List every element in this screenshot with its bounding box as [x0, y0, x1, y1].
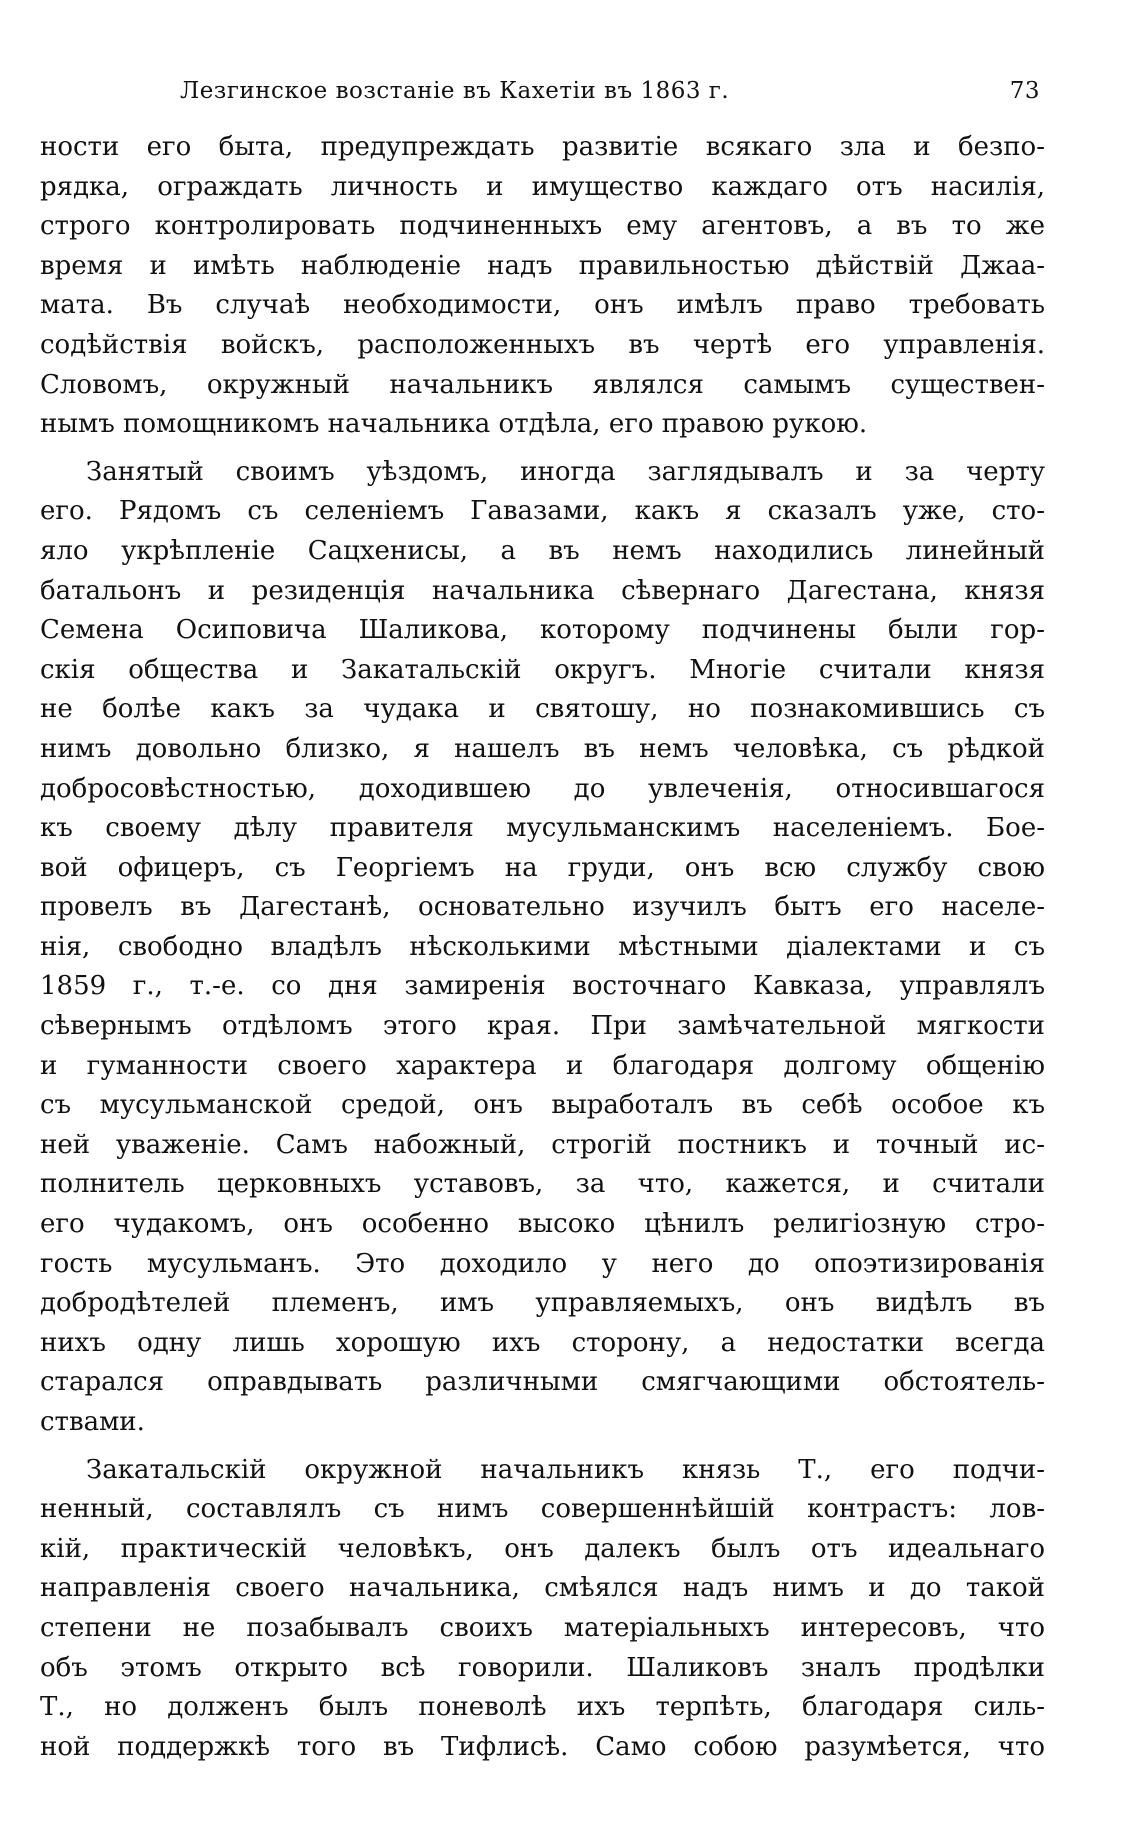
- text-line: ности его быта, предупреждать развитіе всякаго зла и безпо-: [40, 132, 1045, 162]
- text-line: не болѣе какъ за чудака и святошу, но познакомившись съ: [40, 694, 1045, 725]
- text-line: полнитель церковныхъ уставовъ, за что, кажется, и считали: [40, 1169, 1045, 1200]
- text-line: вой офицеръ, съ Георгіемъ на груди, онъ всю службу свою: [40, 852, 1045, 883]
- text-line: Т., но долженъ былъ поневолѣ ихъ терпѣть, благодаря силь-: [40, 1692, 1045, 1723]
- text-line: ной поддержкѣ того въ Тифлисѣ. Само собою разумѣется, что: [40, 1731, 1045, 1762]
- text-line: рядка, ограждать личность и имущество каждаго отъ насилія,: [40, 171, 1045, 202]
- running-header: [40, 72, 1040, 112]
- text-line: содѣйствія войскъ, расположенныхъ въ чертѣ его управленія.: [40, 329, 1045, 360]
- text-line: Занятый своимъ уѣздомъ, иногда заглядывалъ и за черту: [86, 456, 1045, 487]
- text-line: гость мусульманъ. Это доходило у него до опоэтизированія: [40, 1248, 1045, 1279]
- text-line: 1859 г., т.-е. со дня замиренія восточнаго Кавказа, управлялъ: [40, 971, 1045, 1002]
- text-line: сѣвернымъ отдѣломъ этого края. При замѣчательной мягкости: [40, 1011, 1045, 1042]
- paragraph-gap: [40, 445, 1045, 453]
- text-line: мата. Въ случаѣ необходимости, онъ имѣлъ право требовать: [40, 290, 1045, 321]
- body-text: [40, 128, 1045, 1767]
- text-line: нихъ одну лишь хорошую ихъ сторону, а недостатки всегда: [40, 1327, 1045, 1358]
- text-line: ствами.: [40, 1407, 145, 1437]
- text-line: время и имѣть наблюденіе надъ правильностью дѣйствій Джаа-: [40, 250, 1045, 281]
- text-line: объ этомъ открыто всѣ говорили. Шаликовъ зналъ продѣлки: [40, 1652, 1045, 1683]
- text-line: его чудакомъ, онъ особенно высоко цѣнилъ религіозную стро-: [40, 1209, 1045, 1240]
- paragraph-1: [40, 128, 1045, 445]
- text-line: Семена Осиповича Шаликова, которому подчинены были гор-: [40, 615, 1045, 646]
- text-line: старался оправдывать различными смягчающими обстоятель-: [40, 1367, 1045, 1398]
- text-line: батальонъ и резиденція начальника сѣвернаго Дагестана, князя: [40, 575, 1045, 606]
- paragraph-gap: [40, 1443, 1045, 1451]
- text-line: скія общества и Закатальскій округъ. Многіе считали князя: [40, 654, 1045, 685]
- text-line: ненный, составлялъ съ нимъ совершеннѣйшій контрастъ: лов-: [40, 1494, 1045, 1525]
- text-line: нимъ довольно близко, я нашелъ въ немъ человѣка, съ рѣдкой: [40, 733, 1045, 764]
- text-line: его. Рядомъ съ селеніемъ Гавазами, какъ я сказалъ уже, сто-: [40, 496, 1045, 527]
- text-line: нымъ помощникомъ начальника отдѣла, его правою рукою.: [40, 409, 868, 440]
- page-number: 73: [1009, 78, 1040, 104]
- text-line: добросовѣстностью, доходившею до увлеченія, относившагося: [40, 773, 1045, 804]
- text-line: степени не позабывалъ своихъ матеріальныхъ интересовъ, что: [40, 1612, 1045, 1643]
- text-line: Словомъ, окружный начальникъ являлся самымъ существен-: [40, 369, 1045, 400]
- text-line: яло укрѣпленіе Сацхенисы, а въ немъ находились линейный: [40, 535, 1045, 566]
- text-line: Закатальскій окружной начальникъ князь Т., его подчи-: [86, 1454, 1045, 1485]
- text-line: провелъ въ Дагестанѣ, основательно изучилъ бытъ его населе-: [40, 892, 1045, 923]
- text-line: строго контролировать подчиненныхъ ему агентовъ, а въ то же: [40, 211, 1045, 242]
- text-line: къ своему дѣлу правителя мусульманскимъ населеніемъ. Бое-: [40, 813, 1045, 844]
- header-title: Лезгинское возстаніе въ Кахетіи въ 1863 г.: [180, 78, 730, 104]
- text-line: съ мусульманской средой, онъ выработалъ въ себѣ особое къ: [40, 1090, 1045, 1121]
- paragraph-3: [40, 1451, 1045, 1768]
- paragraph-2: [40, 453, 1045, 1443]
- text-line: ней уваженіе. Самъ набожный, строгій постникъ и точный ис-: [40, 1129, 1045, 1160]
- text-line: кій, практическій человѣкъ, онъ далекъ былъ отъ идеальнаго: [40, 1533, 1045, 1564]
- text-line: нія, свободно владѣлъ нѣсколькими мѣстными діалектами и съ: [40, 931, 1045, 962]
- text-line: и гуманности своего характера и благодаря долгому общенію: [40, 1050, 1045, 1081]
- text-line: направленія своего начальника, смѣялся надъ нимъ и до такой: [40, 1573, 1045, 1604]
- text-line: добродѣтелей племенъ, имъ управляемыхъ, онъ видѣлъ въ: [40, 1288, 1045, 1319]
